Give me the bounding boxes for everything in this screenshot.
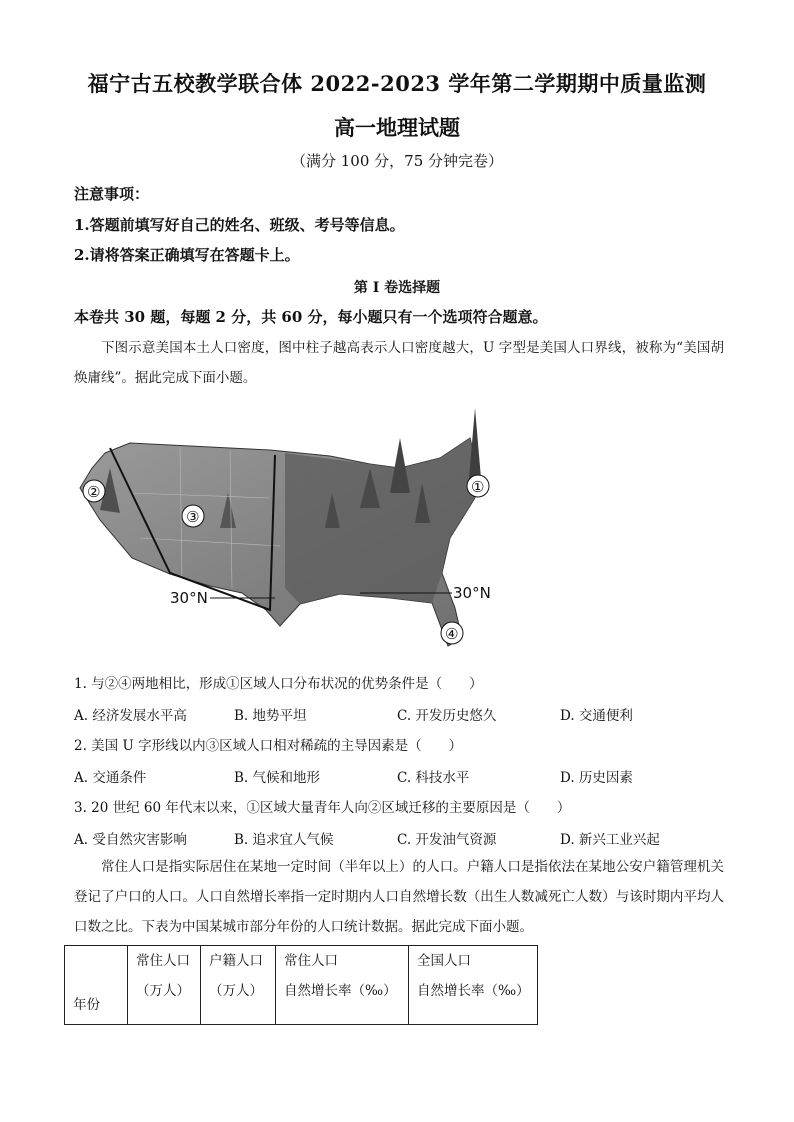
passage-2: 常住人口是指实际居住在某地一定时间（半年以上）的人口。户籍人口是指依法在某地公安户籍管理机关登记了户口的人口。人口自然增长率指一定时期内人口自然增长数（出生人数减死亡人数）与该时期内平均人口数之比。下表为中国某城市部分年份的人口统计数据。据此完成下面小题。 — [74, 859, 724, 935]
question-2-option-a[interactable]: A. 交通条件 — [74, 770, 147, 786]
table-header-registered: 户籍人口 （万人） — [201, 946, 276, 1025]
question-1-option-a[interactable]: A. 经济发展水平高 — [74, 708, 187, 724]
map-label-1: ① — [471, 478, 485, 496]
section-title: 第 I 卷选择题 — [353, 280, 441, 296]
question-1-stem: 1. 与②④两地相比，形成①区域人口分布状况的优势条件是（ ） — [74, 676, 483, 692]
us-population-density-map — [70, 398, 500, 668]
table-header-year: 年份 — [65, 946, 128, 1025]
question-2-stem: 2. 美国 U 字形线以内③区域人口相对稀疏的主导因素是（ ） — [74, 738, 463, 754]
table-header-national-growth: 全国人口 自然增长率（‰） — [409, 946, 538, 1025]
population-table — [64, 945, 538, 1025]
notes-heading: 注意事项： — [74, 185, 150, 203]
table-header-resident: 常住人口 （万人） — [128, 946, 201, 1025]
exam-subtitle: 高一地理试题 — [334, 115, 460, 140]
question-3-option-b[interactable]: B. 追求宜人气候 — [234, 832, 334, 848]
question-3-option-c[interactable]: C. 开发油气资源 — [397, 832, 497, 848]
question-1-option-c[interactable]: C. 开发历史悠久 — [397, 708, 497, 724]
map-label-3: ③ — [186, 508, 200, 526]
exam-title: 福宁古五校教学联合体 2022-2023 学年第二学期期中质量监测 — [87, 71, 707, 96]
density-peak-a — [390, 438, 410, 493]
table-header-resident-growth: 常住人口 自然增长率（‰） — [276, 946, 409, 1025]
note-item-1: 1.答题前填写好自己的姓名、班级、考号等信息。 — [74, 216, 405, 234]
section-instruction: 本卷共 30 题，每题 2 分，共 60 分，每小题只有一个选项符合题意。 — [74, 308, 548, 326]
table-header-row — [65, 946, 538, 1025]
map-label-2: ② — [87, 483, 101, 501]
question-3-option-a[interactable]: A. 受自然灾害影响 — [74, 832, 187, 848]
passage-1: 下图示意美国本土人口密度，图中柱子越高表示人口密度越大，U 字型是美国人口界线，被称为“美国胡焕庸线”。据此完成下面小题。 — [74, 340, 724, 386]
question-2-option-b[interactable]: B. 气候和地形 — [234, 770, 321, 786]
score-info: （满分 100 分，75 分钟完卷） — [290, 152, 504, 170]
question-1-option-d[interactable]: D. 交通便利 — [560, 708, 633, 724]
note-item-2: 2.请将答案正确填写在答题卡上。 — [74, 246, 300, 264]
latitude-label-right: 30°N — [453, 584, 491, 602]
latitude-label-left: 30°N — [170, 589, 208, 607]
question-3-option-d[interactable]: D. 新兴工业兴起 — [560, 832, 660, 848]
eastern-dense-area — [285, 438, 485, 604]
question-3-stem: 3. 20 世纪 60 年代末以来，①区域大量青年人向②区域迁移的主要原因是（ ） — [74, 800, 571, 816]
question-1-option-b[interactable]: B. 地势平坦 — [234, 708, 307, 724]
map-label-4: ④ — [445, 625, 459, 643]
question-2-option-d[interactable]: D. 历史因素 — [560, 770, 633, 786]
question-2-option-c[interactable]: C. 科技水平 — [397, 770, 470, 786]
